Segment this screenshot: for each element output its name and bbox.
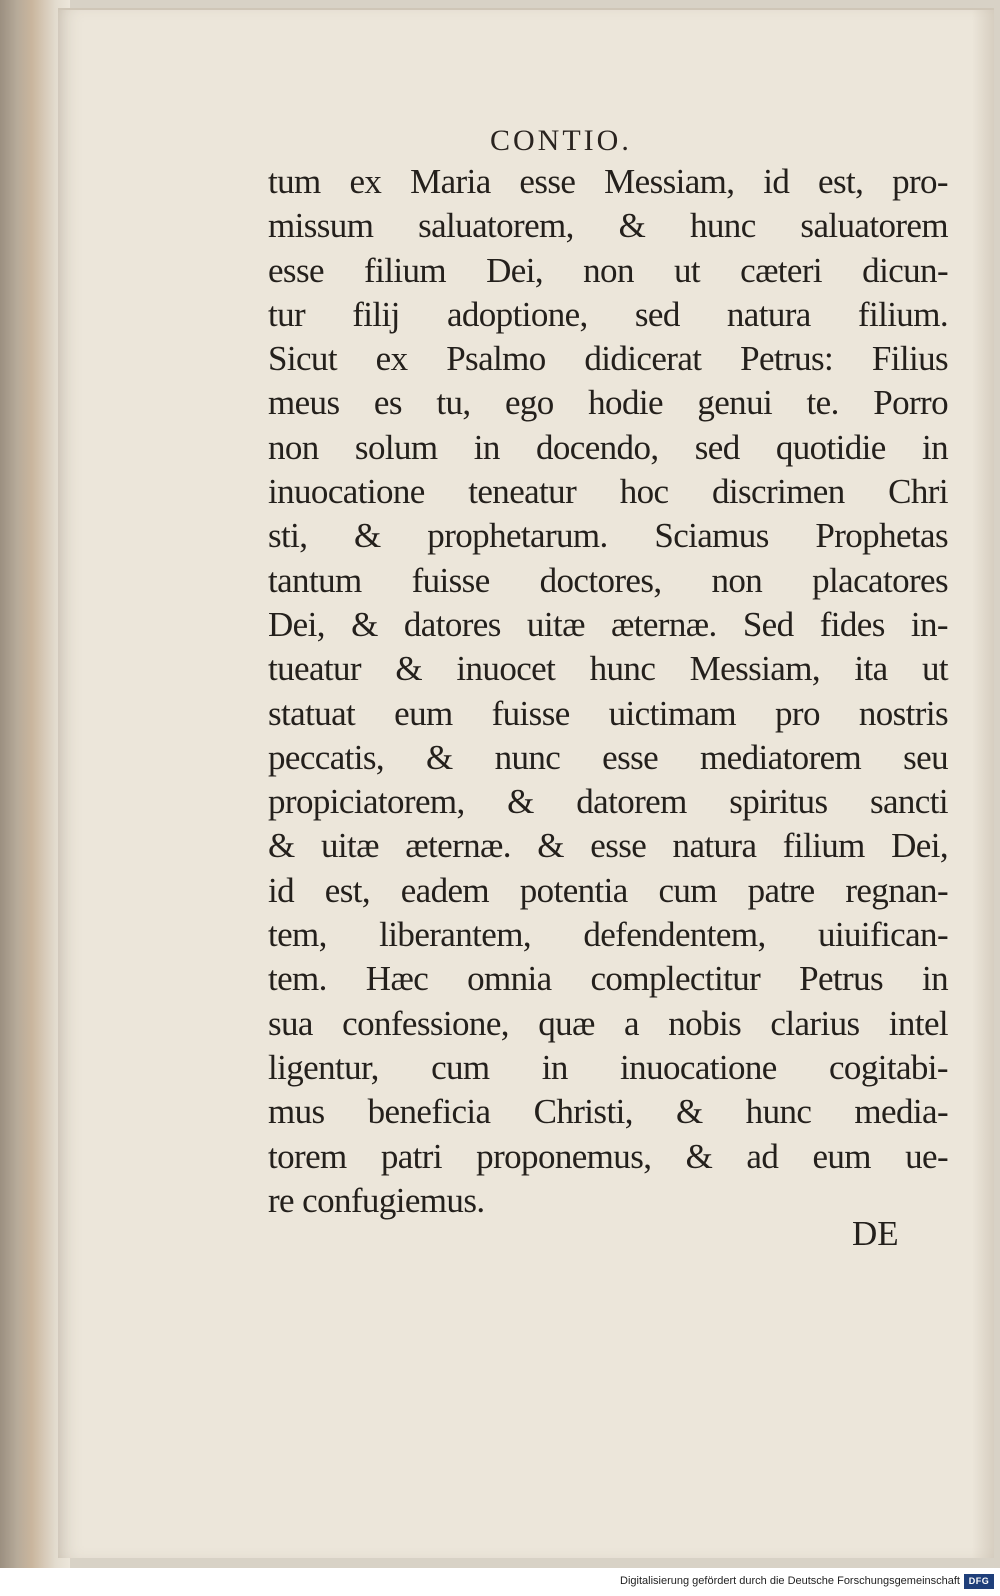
text-line: ligentur, cum in inuocatione cogitabi- (268, 1047, 948, 1087)
text-line: tum ex Maria esse Messiam, id est, pro- (268, 162, 948, 201)
dfg-logo: DFG (964, 1574, 994, 1589)
text-line: tantum fuisse doctores, non placatores (268, 560, 948, 600)
text-line: non solum in docendo, sed quotidie in (268, 427, 948, 467)
text-line: esse filium Dei, non ut cæteri dicun- (268, 250, 948, 290)
text-line: tueatur & inuocet hunc Messiam, ita ut (268, 649, 948, 689)
text-line: statuat eum fuisse uictimam pro nostris (268, 693, 948, 733)
text-line: missum saluatorem, & hunc saluatorem (268, 206, 948, 246)
text-line: meus es tu, ego hodie genui te. Porro (268, 383, 948, 423)
text-line: tem. Hæc omnia complectitur Petrus in (268, 959, 948, 999)
page-shade (972, 10, 994, 1558)
running-head: CONTIO. (490, 124, 632, 157)
text-line: tem, liberantem, defendentem, uiuifican- (268, 915, 948, 955)
catchword: DE (852, 1214, 899, 1253)
text-line: torem patri proponemus, & ad eum ue- (268, 1136, 948, 1176)
text-line: tur filij adoptione, sed natura filium. (268, 294, 948, 334)
text-line: inuocatione teneatur hoc discrimen Chri (268, 472, 948, 512)
text-line: Sicut ex Psalmo didicerat Petrus: Filius (268, 339, 948, 379)
text-line: Dei, & datores uitæ æternæ. Sed fides in- (268, 604, 948, 644)
body-text (268, 160, 948, 1223)
text-line: sua confessione, quæ a nobis clarius intel (268, 1003, 948, 1043)
footer-bar (0, 1568, 1000, 1596)
text-line: propiciatorem, & datorem spiritus sancti (268, 782, 948, 822)
text-line: re confugiemus. (268, 1180, 485, 1220)
text-line: id est, eadem potentia cum patre regnan- (268, 870, 948, 910)
text-line: sti, & prophetarum. Sciamus Prophetas (268, 516, 948, 556)
text-line: mus beneficia Christi, & hunc media- (268, 1092, 948, 1132)
text-line: peccatis, & nunc esse mediatorem seu (268, 737, 948, 777)
text-line: & uitæ æternæ. & esse natura filium Dei, (268, 826, 948, 866)
footer-credit: Digitalisierung gefördert durch die Deutsche Forschungsgemeinschaft (620, 1575, 960, 1587)
